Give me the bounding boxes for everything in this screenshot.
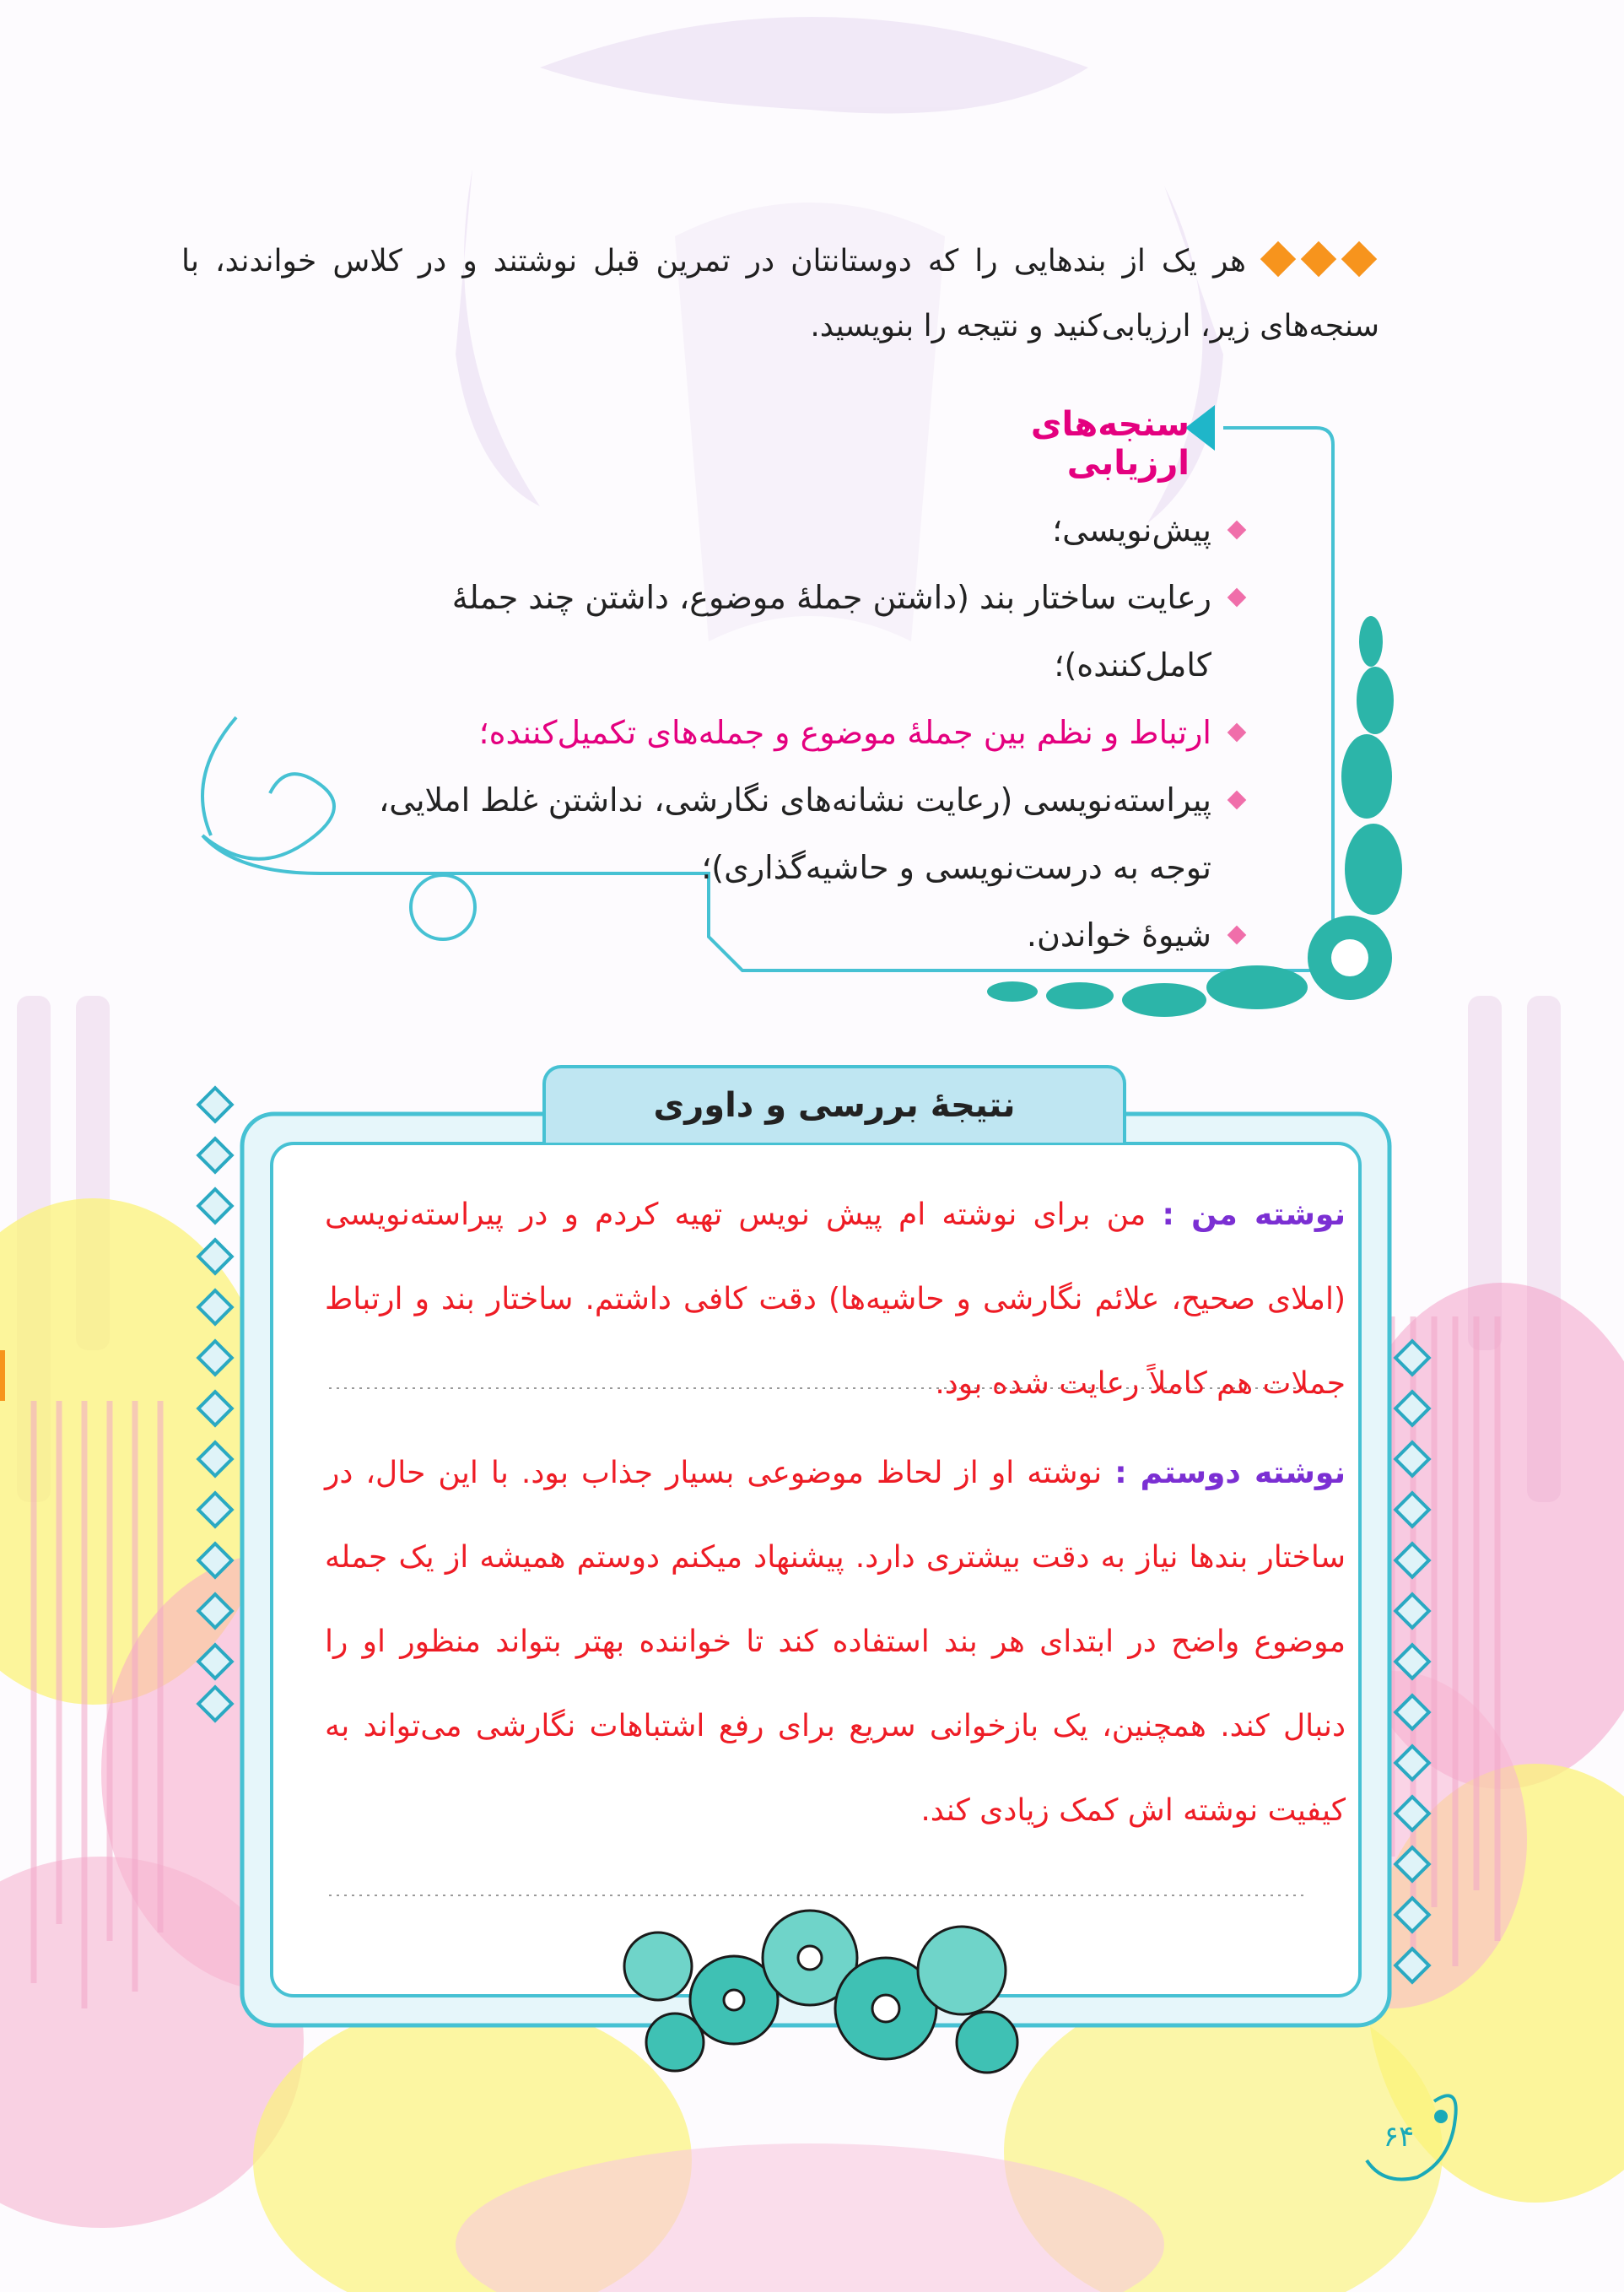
diamond-chain-right [1395, 1341, 1429, 1982]
instruction-text: هر یک از بندهایی را که دوستانتان در تمرین قبل نوشتند و در کلاس خواندند، با سنجه‌های زیر، ارزیابی‌کنید و نتیجه را بنویسید. [181, 244, 1379, 343]
friend-writing-paragraph [325, 1431, 1346, 1853]
criteria-title: سنجه‌های ارزیابی [1030, 405, 1190, 483]
friend-writing-label: نوشته دوستم : [1114, 1456, 1346, 1490]
page-number: ۶۴ [1383, 2120, 1415, 2154]
result-title-tab: نتیجۀ بررسی و داوری [542, 1065, 1126, 1143]
answer-text-area [325, 1173, 1346, 1853]
instruction-paragraph [181, 230, 1379, 359]
criteria-item: پیراسته‌نویسی (رعایت نشانه‌های نگارشی، نداشتن غلط املایی، توجه به درست‌نویسی و حاشیه‌گذاری)؛ [354, 766, 1249, 901]
friend-writing-text: نوشته او از لحاظ موضوعی بسیار جذاب بود. با این حال، در ساختار بندها نیاز به دقت بیشتری دارد. پیشنهاد میکنم دوستم همیشه از یک جمله موضوع واضح در ابتدای هر بند استفاده کند تا خواننده بهتر بتواند منظور او را دنبال کند. همچنین، یک بازخوانی سریع برای رفع اشتباهات نگارشی می‌تواند به کیفیت نوشته اش کمک زیادی کند. [325, 1456, 1346, 1828]
diamond-chain-left [198, 1088, 232, 1721]
my-writing-label: نوشته من : [1162, 1197, 1346, 1232]
criteria-list [354, 496, 1249, 969]
my-writing-text: من برای نوشته ام پیش نویس تهیه کردم و در پیراسته‌نویسی (املای صحیح، علائم نگارشی و حاشیه‌ها) دقت کافی داشتم. ساختار بند و ارتباط جملات هم کاملاً رعایت شده بود. [325, 1197, 1346, 1401]
criteria-item: شیوۀ خواندن. [354, 901, 1249, 969]
my-writing-paragraph [325, 1173, 1346, 1426]
criteria-item: پیش‌نویسی؛ [354, 496, 1249, 564]
criteria-item: رعایت ساختار بند (داشتن جملۀ موضوع، داشتن چند جملۀ کامل‌کننده)؛ [354, 564, 1249, 699]
orange-diamonds-icon [1258, 230, 1379, 295]
criteria-item-highlighted: ارتباط و نظم بین جملۀ موضوع و جمله‌های تکمیل‌کننده؛ [354, 699, 1249, 766]
